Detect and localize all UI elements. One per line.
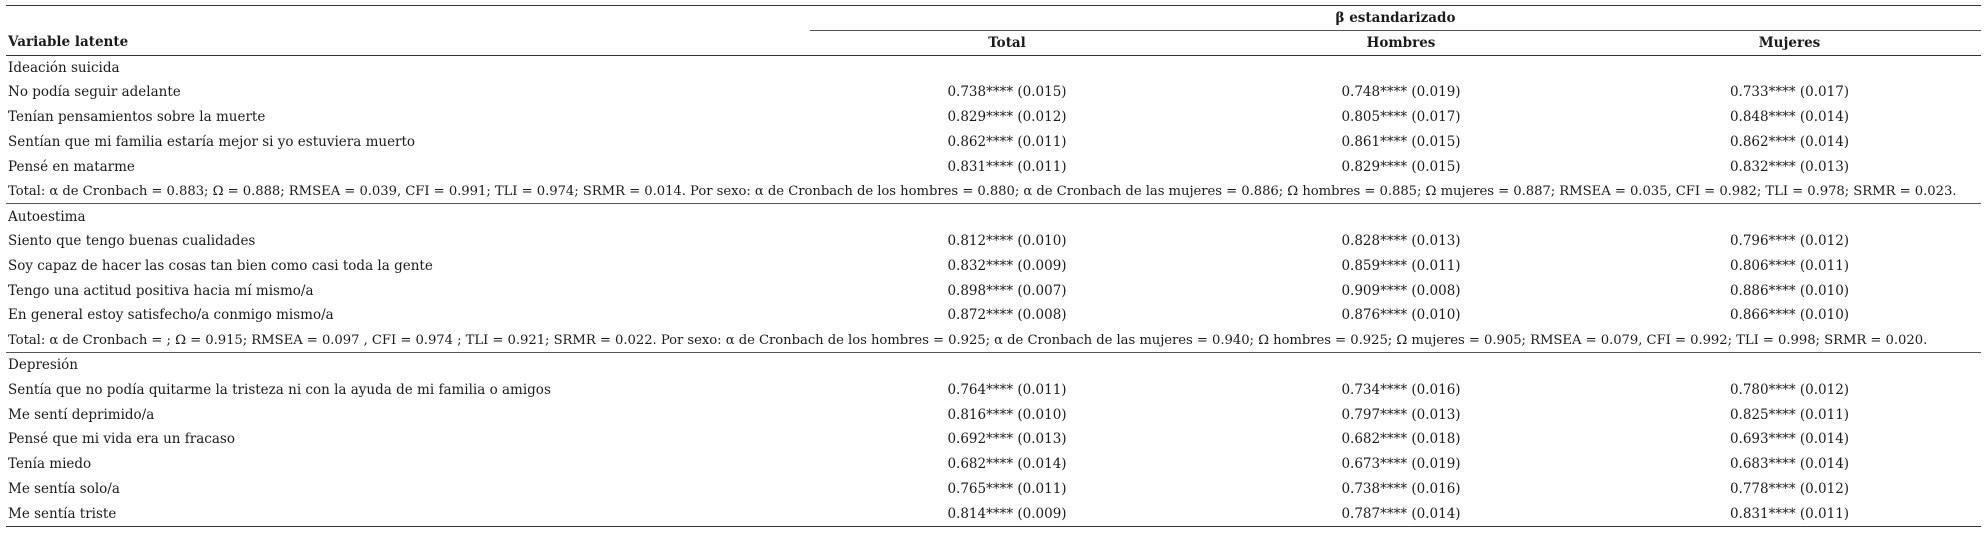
table-body [6, 55, 1981, 526]
fit-note-row [6, 179, 1981, 204]
hombres-value: 0.828**** (0.013) [1341, 233, 1461, 250]
item-label: Sentían que mi familia estaría mejor si yo estuviera muerto [8, 133, 416, 150]
hombres-value: 0.797**** (0.013) [1341, 406, 1461, 423]
section-title: Autoestima [8, 208, 86, 225]
fit-note-row [6, 328, 1981, 353]
mujeres-value: 0.848**** (0.014) [1729, 109, 1850, 126]
hombres-value: 0.682**** (0.018) [1341, 431, 1461, 448]
hombres-value: 0.738**** (0.016) [1341, 481, 1461, 498]
table-row [6, 278, 1981, 303]
factor-loadings-table [6, 5, 1981, 527]
table-row [6, 303, 1981, 328]
total-column-header: Total [810, 30, 1204, 55]
mujeres-value: 0.886**** (0.010) [1729, 282, 1850, 299]
mujeres-value: 0.780**** (0.012) [1729, 381, 1850, 398]
section-title: Depresión [8, 357, 78, 374]
total-value: 0.692**** (0.013) [947, 431, 1067, 448]
total-value: 0.898**** (0.007) [947, 282, 1067, 299]
column-header-row [6, 30, 1981, 55]
fit-note: Total: α de Cronbach = 0.883; Ω = 0.888; RMSEA = 0.039, CFI = 0.991; TLI = 0.974; SRMR = 0.014. Por sexo: α de Cronbach de los hombres = 0.880; α de Cronbach de las mujeres = 0.886; Ω hombres = 0.885; Ω mujeres = 0.887; RMSEA = 0.035, CFI = 0.982; TLI = 0.978; SRMR = 0.023. [6, 179, 1981, 204]
item-label: Me sentía solo/a [8, 481, 120, 498]
table-row [6, 105, 1981, 130]
mujeres-value: 0.825**** (0.011) [1729, 406, 1850, 423]
item-label: No podía seguir adelante [8, 84, 181, 101]
beta-header-spacer [6, 6, 810, 31]
item-label: Pensé que mi vida era un fracaso [8, 431, 235, 448]
mujeres-value: 0.796**** (0.012) [1729, 233, 1850, 250]
total-value: 0.764**** (0.011) [947, 381, 1067, 398]
variable-column-header: Variable latente [6, 30, 810, 55]
hombres-value: 0.673**** (0.019) [1341, 456, 1461, 473]
hombres-value: 0.861**** (0.015) [1341, 133, 1461, 150]
table-row [6, 477, 1981, 502]
item-label: Tengo una actitud positiva hacia mí mismo/a [8, 282, 314, 299]
beta-header-row [6, 6, 1981, 31]
item-label: Me sentía triste [6, 501, 810, 526]
hombres-value: 0.909**** (0.008) [1341, 282, 1461, 299]
beta-header: β estandarizado [810, 6, 1981, 31]
item-label: Me sentí deprimido/a [8, 406, 155, 423]
table-row [6, 253, 1981, 278]
hombres-value: 0.805**** (0.017) [1341, 109, 1461, 126]
total-value: 0.814**** (0.009) [810, 501, 1204, 526]
section-row [6, 55, 1981, 80]
item-label: Tenía miedo [8, 456, 92, 473]
section-title: Ideación suicida [8, 59, 120, 76]
total-value: 0.831**** (0.011) [947, 158, 1067, 175]
item-label: Siento que tengo buenas cualidades [8, 233, 256, 250]
total-value: 0.765**** (0.011) [947, 481, 1067, 498]
total-value: 0.682**** (0.014) [947, 456, 1067, 473]
total-value: 0.829**** (0.012) [947, 109, 1067, 126]
hombres-value: 0.787**** (0.014) [1204, 501, 1598, 526]
item-label: En general estoy satisfecho/a conmigo mismo/a [8, 307, 334, 324]
table-row [6, 80, 1981, 105]
table-row [6, 229, 1981, 254]
mujeres-value: 0.693**** (0.014) [1729, 431, 1850, 448]
total-value: 0.872**** (0.008) [947, 307, 1067, 324]
total-value: 0.832**** (0.009) [947, 257, 1067, 274]
hombres-value: 0.859**** (0.011) [1341, 257, 1461, 274]
hombres-value: 0.748**** (0.019) [1341, 84, 1461, 101]
fit-note: Total: α de Cronbach = ; Ω = 0.915; RMSEA = 0.097 , CFI = 0.974 ; TLI = 0.921; SRMR = 0.022. Por sexo: α de Cronbach de los hombres = 0.925; α de Cronbach de las mujeres = 0.940; Ω hombres = 0.925; Ω mujeres = 0.905; RMSEA = 0.079, CFI = 0.992; TLI = 0.998; SRMR = 0.020. [6, 328, 1981, 353]
item-label: Tenían pensamientos sobre la muerte [8, 109, 266, 126]
table-row [6, 452, 1981, 477]
hombres-value: 0.876**** (0.010) [1341, 307, 1461, 324]
item-label: Sentía que no podía quitarme la tristeza ni con la ayuda de mi familia o amigos [8, 381, 551, 398]
total-value: 0.812**** (0.010) [947, 233, 1067, 250]
mujeres-value: 0.806**** (0.011) [1729, 257, 1850, 274]
total-value: 0.816**** (0.010) [947, 406, 1067, 423]
mujeres-column-header: Mujeres [1598, 30, 1981, 55]
item-label: Pensé en matarme [8, 158, 135, 175]
mujeres-value: 0.778**** (0.012) [1729, 481, 1850, 498]
section-row [6, 353, 1981, 378]
table-row [6, 129, 1981, 154]
table-row [6, 154, 1981, 179]
mujeres-value: 0.683**** (0.014) [1729, 456, 1850, 473]
mujeres-value: 0.862**** (0.014) [1729, 133, 1850, 150]
hombres-value: 0.734**** (0.016) [1341, 381, 1461, 398]
hombres-column-header: Hombres [1204, 30, 1598, 55]
total-value: 0.738**** (0.015) [947, 84, 1067, 101]
item-label: Soy capaz de hacer las cosas tan bien como casi toda la gente [8, 257, 433, 274]
hombres-value: 0.829**** (0.015) [1341, 158, 1461, 175]
total-value: 0.862**** (0.011) [947, 133, 1067, 150]
section-row [6, 204, 1981, 229]
table-row [6, 402, 1981, 427]
mujeres-value: 0.733**** (0.017) [1729, 84, 1850, 101]
mujeres-value: 0.866**** (0.010) [1729, 307, 1850, 324]
mujeres-value: 0.831**** (0.011) [1598, 501, 1981, 526]
table-row [6, 501, 1981, 526]
mujeres-value: 0.832**** (0.013) [1729, 158, 1850, 175]
table-row [6, 427, 1981, 452]
table-row [6, 377, 1981, 402]
